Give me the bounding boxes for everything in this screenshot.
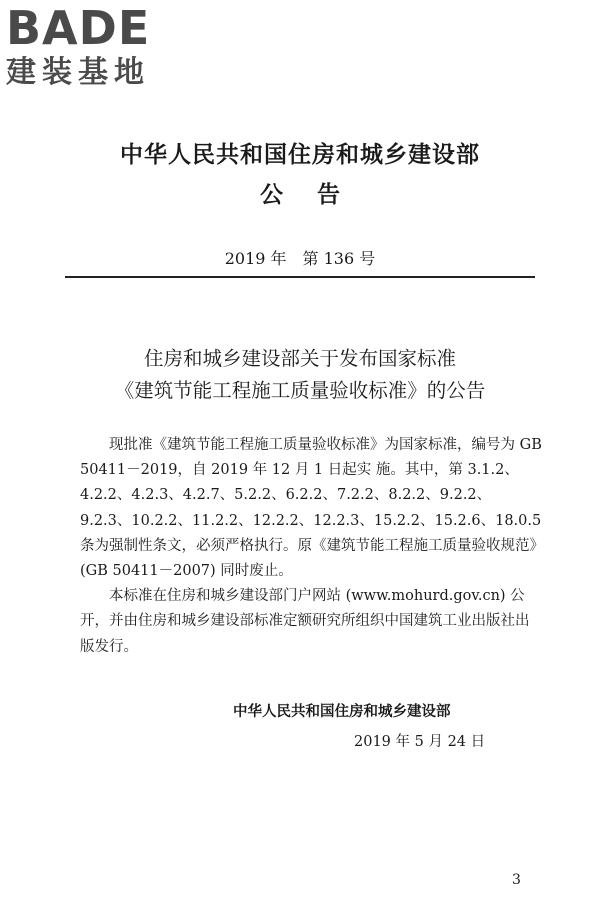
logo-wordmark: BADE: [6, 1, 151, 55]
signing-authority: 中华人民共和国住房和城乡建设部: [233, 704, 451, 720]
subject-line-1: 住房和城乡建设部关于发布国家标准: [143, 347, 456, 370]
header-divider: [65, 276, 535, 278]
logo-subtitle: 建装基地: [6, 55, 150, 90]
announcement-body: [80, 433, 542, 660]
body-paragraph-approval: 现批准《建筑节能工程施工质量验收标准》为国家标准，编号为 GB 50411－2019，自 2019 年 12 月 1 日起实 施。其中，第 3.1.2、4.2.2、4.2.3、4.2.7、5.2.2、6.2.2、7.2.2、8.2.2、9.2.2、9.2.3、10.2.2、11.2.2、12.2.2、12.2.3、15.2.2、15.2.6、18.0.5 条为强制性条文，必须严格执行。原《建筑节能工程施工质量验收规范》(GB 50411－2007) 同时废止。: [80, 437, 542, 580]
signing-date: 2019 年 5 月 24 日: [354, 734, 486, 750]
issuing-authority-title: 中华人民共和国住房和城乡建设部: [120, 142, 480, 168]
page-number: 3: [512, 872, 521, 888]
bade-logo: [6, 1, 176, 90]
document-number: 2019 年 第 136 号: [224, 249, 376, 268]
body-paragraph-publication: 本标准在住房和城乡建设部门户网站 (www.mohurd.gov.cn) 公开，并由住房和城乡建设部标准定额研究所组织中国建筑工业出版社出版发行。: [80, 588, 530, 655]
document-type-title: 公告: [260, 182, 374, 208]
subject-line-2: 《建筑节能工程施工质量验收标准》的公告: [114, 379, 486, 402]
